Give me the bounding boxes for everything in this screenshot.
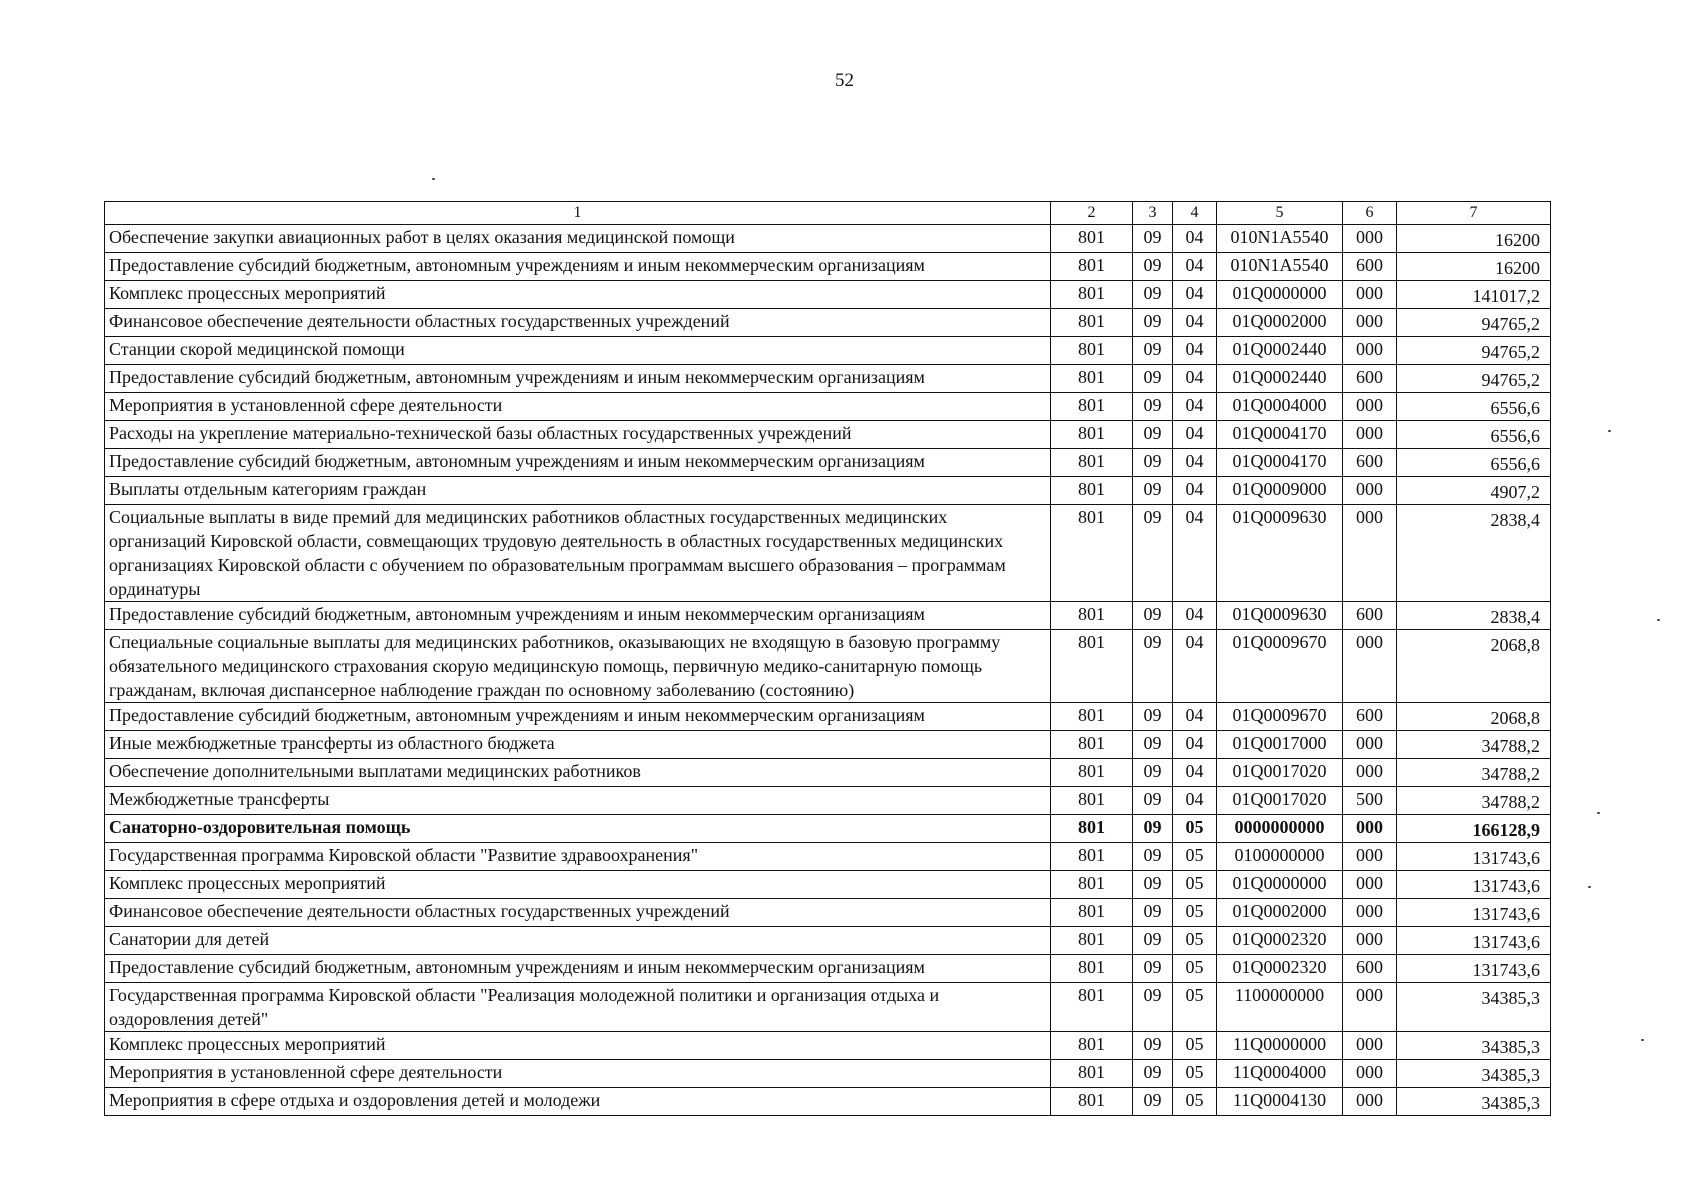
row-name-cell: Комплекс процессных мероприятий	[105, 1032, 1051, 1060]
row-rz-cell: 09	[1133, 630, 1173, 703]
row-gr-cell: 801	[1051, 759, 1133, 787]
row-rz-cell: 09	[1133, 983, 1173, 1032]
table-row	[105, 421, 1551, 449]
row-vr-cell: 600	[1343, 365, 1397, 393]
row-csr-cell: 01Q0009670	[1217, 703, 1343, 731]
row-sum-cell: 6556,6	[1397, 421, 1551, 449]
row-vr-cell: 500	[1343, 787, 1397, 815]
row-sum-cell: 131743,6	[1397, 927, 1551, 955]
row-sum-cell: 16200	[1397, 225, 1551, 253]
row-rz-cell: 09	[1133, 309, 1173, 337]
table-row	[105, 393, 1551, 421]
table-row	[105, 365, 1551, 393]
row-rz-cell: 09	[1133, 253, 1173, 281]
row-name-cell: Мероприятия в установленной сфере деятельности	[105, 393, 1051, 421]
header-cell: 3	[1133, 202, 1173, 225]
row-csr-cell: 01Q0017020	[1217, 759, 1343, 787]
table-row	[105, 630, 1551, 703]
row-vr-cell: 000	[1343, 927, 1397, 955]
scan-speck	[1641, 1039, 1644, 1041]
row-rz-cell: 09	[1133, 787, 1173, 815]
row-pr-cell: 05	[1173, 955, 1217, 983]
row-sum-cell: 94765,2	[1397, 337, 1551, 365]
row-vr-cell: 600	[1343, 703, 1397, 731]
row-pr-cell: 05	[1173, 899, 1217, 927]
table-row	[105, 787, 1551, 815]
row-csr-cell: 01Q0017020	[1217, 787, 1343, 815]
row-sum-cell: 34788,2	[1397, 731, 1551, 759]
row-vr-cell: 000	[1343, 477, 1397, 505]
table-row	[105, 983, 1551, 1032]
table-row	[105, 281, 1551, 309]
row-sum-cell: 34385,3	[1397, 1088, 1551, 1116]
row-gr-cell: 801	[1051, 225, 1133, 253]
row-sum-cell: 94765,2	[1397, 309, 1551, 337]
header-cell: 4	[1173, 202, 1217, 225]
row-sum-cell: 131743,6	[1397, 843, 1551, 871]
scan-speck	[1588, 886, 1591, 888]
row-vr-cell: 000	[1343, 309, 1397, 337]
row-name-cell: Предоставление субсидий бюджетным, автономным учреждениям и иным некоммерческим организациям	[105, 365, 1051, 393]
page-number: 52	[835, 70, 854, 91]
row-name-cell: Социальные выплаты в виде премий для медицинских работников областных государственных медицинских организаций Кировской области, совмещающих трудовую деятельность в областных государственных медицинских организациях Кировской области с обучением по образовательным программам высшего образования – программам ординатуры	[105, 505, 1051, 602]
row-sum-cell: 2838,4	[1397, 505, 1551, 602]
table-row	[105, 225, 1551, 253]
row-csr-cell: 11Q0004130	[1217, 1088, 1343, 1116]
row-name-cell: Выплаты отдельным категориям граждан	[105, 477, 1051, 505]
row-gr-cell: 801	[1051, 787, 1133, 815]
row-csr-cell: 0100000000	[1217, 843, 1343, 871]
row-rz-cell: 09	[1133, 602, 1173, 630]
row-pr-cell: 04	[1173, 225, 1217, 253]
scan-speck	[1597, 812, 1600, 814]
row-pr-cell: 05	[1173, 983, 1217, 1032]
row-gr-cell: 801	[1051, 871, 1133, 899]
row-rz-cell: 09	[1133, 871, 1173, 899]
row-csr-cell: 01Q0002320	[1217, 955, 1343, 983]
row-name-cell: Предоставление субсидий бюджетным, автономным учреждениям и иным некоммерческим организациям	[105, 253, 1051, 281]
row-pr-cell: 05	[1173, 1088, 1217, 1116]
row-csr-cell: 01Q0004170	[1217, 449, 1343, 477]
row-gr-cell: 801	[1051, 899, 1133, 927]
row-sum-cell: 34788,2	[1397, 759, 1551, 787]
row-rz-cell: 09	[1133, 477, 1173, 505]
table-row	[105, 309, 1551, 337]
table-row	[105, 899, 1551, 927]
row-name-cell: Финансовое обеспечение деятельности областных государственных учреждений	[105, 309, 1051, 337]
row-sum-cell: 34385,3	[1397, 1032, 1551, 1060]
row-sum-cell: 34385,3	[1397, 1060, 1551, 1088]
row-vr-cell: 000	[1343, 899, 1397, 927]
row-rz-cell: 09	[1133, 843, 1173, 871]
row-name-cell: Государственная программа Кировской области "Реализация молодежной политики и организация отдыха и оздоровления детей"	[105, 983, 1051, 1032]
budget-table	[104, 201, 1551, 1116]
row-name-cell: Предоставление субсидий бюджетным, автономным учреждениям и иным некоммерческим организациям	[105, 449, 1051, 477]
row-gr-cell: 801	[1051, 602, 1133, 630]
table-row	[105, 1032, 1551, 1060]
row-sum-cell: 141017,2	[1397, 281, 1551, 309]
row-pr-cell: 05	[1173, 927, 1217, 955]
scan-speck	[1657, 619, 1660, 621]
row-vr-cell: 600	[1343, 602, 1397, 630]
row-gr-cell: 801	[1051, 983, 1133, 1032]
row-csr-cell: 01Q0002320	[1217, 927, 1343, 955]
row-sum-cell: 131743,6	[1397, 955, 1551, 983]
row-pr-cell: 04	[1173, 759, 1217, 787]
row-pr-cell: 04	[1173, 630, 1217, 703]
row-csr-cell: 01Q0004000	[1217, 393, 1343, 421]
scan-speck	[1608, 430, 1611, 432]
row-gr-cell: 801	[1051, 449, 1133, 477]
row-rz-cell: 09	[1133, 927, 1173, 955]
row-csr-cell: 11Q0004000	[1217, 1060, 1343, 1088]
row-sum-cell: 2068,8	[1397, 703, 1551, 731]
row-csr-cell: 01Q0004170	[1217, 421, 1343, 449]
table-row	[105, 703, 1551, 731]
row-gr-cell: 801	[1051, 731, 1133, 759]
row-rz-cell: 09	[1133, 421, 1173, 449]
row-pr-cell: 05	[1173, 1060, 1217, 1088]
row-rz-cell: 09	[1133, 1088, 1173, 1116]
row-sum-cell: 4907,2	[1397, 477, 1551, 505]
row-pr-cell: 04	[1173, 731, 1217, 759]
row-pr-cell: 04	[1173, 477, 1217, 505]
row-name-cell: Иные межбюджетные трансферты из областного бюджета	[105, 731, 1051, 759]
row-vr-cell: 600	[1343, 449, 1397, 477]
row-vr-cell: 000	[1343, 1060, 1397, 1088]
table-row	[105, 731, 1551, 759]
row-name-cell: Специальные социальные выплаты для медицинских работников, оказывающих не входящую в базовую программу обязательного медицинского страхования скорую медицинскую помощь, первичную медико-санитарную помощь гражданам, включая диспансерное наблюдение граждан по основному заболеванию (состоянию)	[105, 630, 1051, 703]
row-csr-cell: 01Q0017000	[1217, 731, 1343, 759]
row-sum-cell: 34788,2	[1397, 787, 1551, 815]
row-name-cell: Санатории для детей	[105, 927, 1051, 955]
row-gr-cell: 801	[1051, 955, 1133, 983]
row-gr-cell: 801	[1051, 253, 1133, 281]
row-rz-cell: 09	[1133, 225, 1173, 253]
row-name-cell: Станции скорой медицинской помощи	[105, 337, 1051, 365]
row-sum-cell: 16200	[1397, 253, 1551, 281]
row-pr-cell: 04	[1173, 505, 1217, 602]
row-gr-cell: 801	[1051, 281, 1133, 309]
row-csr-cell: 01Q0009000	[1217, 477, 1343, 505]
row-rz-cell: 09	[1133, 393, 1173, 421]
row-csr-cell: 01Q0000000	[1217, 871, 1343, 899]
row-rz-cell: 09	[1133, 955, 1173, 983]
row-pr-cell: 04	[1173, 703, 1217, 731]
table-row	[105, 449, 1551, 477]
row-name-cell: Мероприятия в сфере отдыха и оздоровления детей и молодежи	[105, 1088, 1051, 1116]
table-row	[105, 477, 1551, 505]
row-rz-cell: 09	[1133, 337, 1173, 365]
row-rz-cell: 09	[1133, 703, 1173, 731]
row-gr-cell: 801	[1051, 477, 1133, 505]
row-csr-cell: 01Q0002000	[1217, 309, 1343, 337]
row-csr-cell: 010N1A5540	[1217, 253, 1343, 281]
row-gr-cell: 801	[1051, 630, 1133, 703]
row-pr-cell: 05	[1173, 871, 1217, 899]
row-gr-cell: 801	[1051, 1032, 1133, 1060]
row-gr-cell: 801	[1051, 309, 1133, 337]
row-name-cell: Обеспечение дополнительными выплатами медицинских работников	[105, 759, 1051, 787]
row-csr-cell: 1100000000	[1217, 983, 1343, 1032]
row-vr-cell: 000	[1343, 421, 1397, 449]
row-pr-cell: 05	[1173, 1032, 1217, 1060]
row-vr-cell: 000	[1343, 731, 1397, 759]
header-cell: 2	[1051, 202, 1133, 225]
table-row	[105, 955, 1551, 983]
row-pr-cell: 04	[1173, 309, 1217, 337]
row-pr-cell: 04	[1173, 787, 1217, 815]
row-vr-cell: 000	[1343, 759, 1397, 787]
table-row	[105, 759, 1551, 787]
row-csr-cell: 0000000000	[1217, 815, 1343, 843]
row-name-cell: Предоставление субсидий бюджетным, автономным учреждениям и иным некоммерческим организациям	[105, 703, 1051, 731]
row-gr-cell: 801	[1051, 421, 1133, 449]
row-pr-cell: 04	[1173, 337, 1217, 365]
table-row	[105, 337, 1551, 365]
row-rz-cell: 09	[1133, 1032, 1173, 1060]
row-rz-cell: 09	[1133, 815, 1173, 843]
table-row	[105, 602, 1551, 630]
row-csr-cell: 01Q0002000	[1217, 899, 1343, 927]
row-vr-cell: 000	[1343, 281, 1397, 309]
table-row	[105, 1088, 1551, 1116]
row-pr-cell: 05	[1173, 843, 1217, 871]
table-row	[105, 843, 1551, 871]
row-gr-cell: 801	[1051, 337, 1133, 365]
row-gr-cell: 801	[1051, 365, 1133, 393]
row-vr-cell: 000	[1343, 1088, 1397, 1116]
row-gr-cell: 801	[1051, 927, 1133, 955]
row-vr-cell: 000	[1343, 630, 1397, 703]
row-pr-cell: 04	[1173, 602, 1217, 630]
row-vr-cell: 000	[1343, 871, 1397, 899]
row-pr-cell: 05	[1173, 815, 1217, 843]
table-row	[105, 871, 1551, 899]
row-name-cell: Мероприятия в установленной сфере деятельности	[105, 1060, 1051, 1088]
row-pr-cell: 04	[1173, 365, 1217, 393]
row-name-cell: Санаторно-оздоровительная помощь	[105, 815, 1051, 843]
row-vr-cell: 000	[1343, 815, 1397, 843]
row-gr-cell: 801	[1051, 815, 1133, 843]
row-csr-cell: 01Q0009630	[1217, 602, 1343, 630]
row-name-cell: Расходы на укрепление материально-технической базы областных государственных учреждений	[105, 421, 1051, 449]
row-gr-cell: 801	[1051, 843, 1133, 871]
row-csr-cell: 01Q0000000	[1217, 281, 1343, 309]
row-rz-cell: 09	[1133, 731, 1173, 759]
row-sum-cell: 6556,6	[1397, 393, 1551, 421]
row-name-cell: Комплекс процессных мероприятий	[105, 871, 1051, 899]
row-gr-cell: 801	[1051, 1088, 1133, 1116]
row-rz-cell: 09	[1133, 1060, 1173, 1088]
row-vr-cell: 000	[1343, 393, 1397, 421]
row-rz-cell: 09	[1133, 365, 1173, 393]
row-rz-cell: 09	[1133, 449, 1173, 477]
row-csr-cell: 01Q0002440	[1217, 337, 1343, 365]
row-csr-cell: 01Q0002440	[1217, 365, 1343, 393]
row-gr-cell: 801	[1051, 393, 1133, 421]
row-csr-cell: 11Q0000000	[1217, 1032, 1343, 1060]
row-gr-cell: 801	[1051, 703, 1133, 731]
header-cell: 6	[1343, 202, 1397, 225]
row-name-cell: Комплекс процессных мероприятий	[105, 281, 1051, 309]
row-sum-cell: 131743,6	[1397, 899, 1551, 927]
row-sum-cell: 131743,6	[1397, 871, 1551, 899]
row-sum-cell: 166128,9	[1397, 815, 1551, 843]
row-name-cell: Предоставление субсидий бюджетным, автономным учреждениям и иным некоммерческим организациям	[105, 955, 1051, 983]
row-sum-cell: 34385,3	[1397, 983, 1551, 1032]
row-vr-cell: 000	[1343, 1032, 1397, 1060]
scan-speck	[432, 178, 435, 180]
row-csr-cell: 01Q0009670	[1217, 630, 1343, 703]
row-sum-cell: 6556,6	[1397, 449, 1551, 477]
row-rz-cell: 09	[1133, 281, 1173, 309]
table-row	[105, 505, 1551, 602]
row-pr-cell: 04	[1173, 393, 1217, 421]
row-rz-cell: 09	[1133, 505, 1173, 602]
row-sum-cell: 2838,4	[1397, 602, 1551, 630]
row-vr-cell: 000	[1343, 843, 1397, 871]
header-cell: 1	[105, 202, 1051, 225]
row-pr-cell: 04	[1173, 253, 1217, 281]
row-vr-cell: 000	[1343, 983, 1397, 1032]
row-gr-cell: 801	[1051, 505, 1133, 602]
row-gr-cell: 801	[1051, 1060, 1133, 1088]
row-vr-cell: 000	[1343, 505, 1397, 602]
row-pr-cell: 04	[1173, 421, 1217, 449]
table-body	[105, 202, 1551, 1116]
row-name-cell: Государственная программа Кировской области "Развитие здравоохранения"	[105, 843, 1051, 871]
row-vr-cell: 000	[1343, 337, 1397, 365]
row-vr-cell: 600	[1343, 253, 1397, 281]
row-sum-cell: 2068,8	[1397, 630, 1551, 703]
row-pr-cell: 04	[1173, 281, 1217, 309]
row-vr-cell: 600	[1343, 955, 1397, 983]
header-cell: 5	[1217, 202, 1343, 225]
header-row	[105, 202, 1551, 225]
row-vr-cell: 000	[1343, 225, 1397, 253]
row-pr-cell: 04	[1173, 449, 1217, 477]
row-name-cell: Предоставление субсидий бюджетным, автономным учреждениям и иным некоммерческим организациям	[105, 602, 1051, 630]
table-row	[105, 927, 1551, 955]
row-name-cell: Межбюджетные трансферты	[105, 787, 1051, 815]
row-sum-cell: 94765,2	[1397, 365, 1551, 393]
table-row	[105, 815, 1551, 843]
table-row	[105, 253, 1551, 281]
row-rz-cell: 09	[1133, 759, 1173, 787]
header-cell: 7	[1397, 202, 1551, 225]
row-csr-cell: 01Q0009630	[1217, 505, 1343, 602]
row-csr-cell: 010N1A5540	[1217, 225, 1343, 253]
row-rz-cell: 09	[1133, 899, 1173, 927]
table-row	[105, 1060, 1551, 1088]
row-name-cell: Обеспечение закупки авиационных работ в целях оказания медицинской помощи	[105, 225, 1051, 253]
row-name-cell: Финансовое обеспечение деятельности областных государственных учреждений	[105, 899, 1051, 927]
